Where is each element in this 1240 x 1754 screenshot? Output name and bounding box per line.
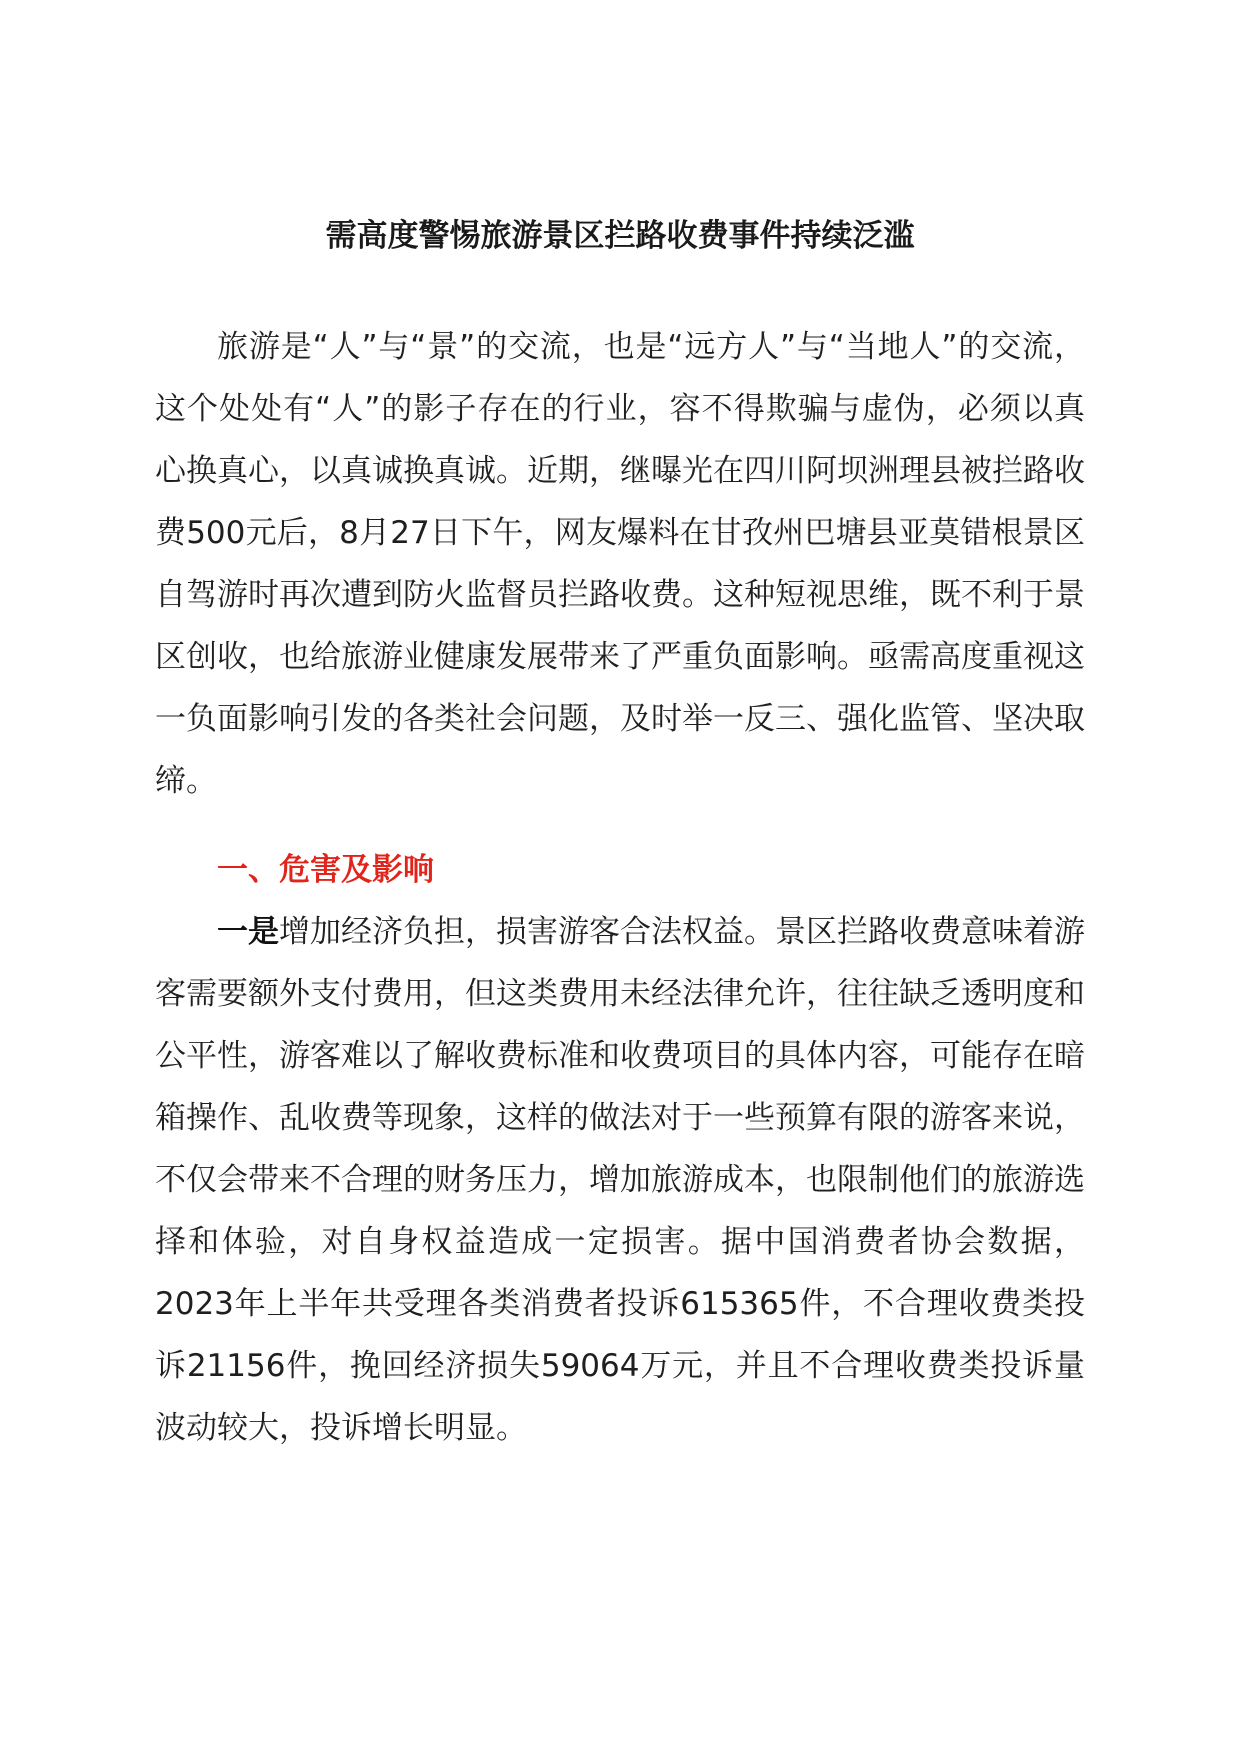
section-heading: 一、危害及影响 [217, 852, 434, 888]
point-one-text: 增加经济负担，损害游客合法权益。景区拦路收费意味着游客需要额外支付费用，但这类费用未经法律允许，往往缺乏透明度和公平性，游客难以了解收费标准和收费项目的具体内容，可能存在暗箱操作、乱收费等现象，这样的做法对于一些预算有限的游客来说，不仅会带来不合理的财务压力，增加旅游成本，也限制他们的旅游选择和体验，对自身权益造成一定损害。据中国消费者协会数据，2023年上半年共受理各类消费者投诉615365件，不合理收费类投诉21156件，挽回经济损失59064万元，并且不合理收费类投诉量波动较大，投诉增长明显。 [155, 914, 1085, 1446]
intro-paragraph: 旅游是“人”与“景”的交流，也是“远方人”与“当地人”的交流，这个处处有“人”的影子存在的行业，容不得欺骗与虚伪，必须以真心换真心，以真诚换真诚。近期，继曝光在四川阿坝洲理县被拦路收费500元后，8月27日下午，网友爆料在甘孜州巴塘县亚莫错根景区自驾游时再次遭到防火监督员拦路收费。这种短视思维，既不利于景区创收，也给旅游业健康发展带来了严重负面影响。亟需高度重视这一负面影响引发的各类社会问题，及时举一反三、强化监管、坚决取缔。 [155, 329, 1085, 799]
document-title: 需高度警惕旅游景区拦路收费事件持续泛滥 [325, 218, 915, 254]
point-one-paragraph [155, 901, 1085, 1459]
point-one-lead: 一是 [217, 914, 279, 950]
